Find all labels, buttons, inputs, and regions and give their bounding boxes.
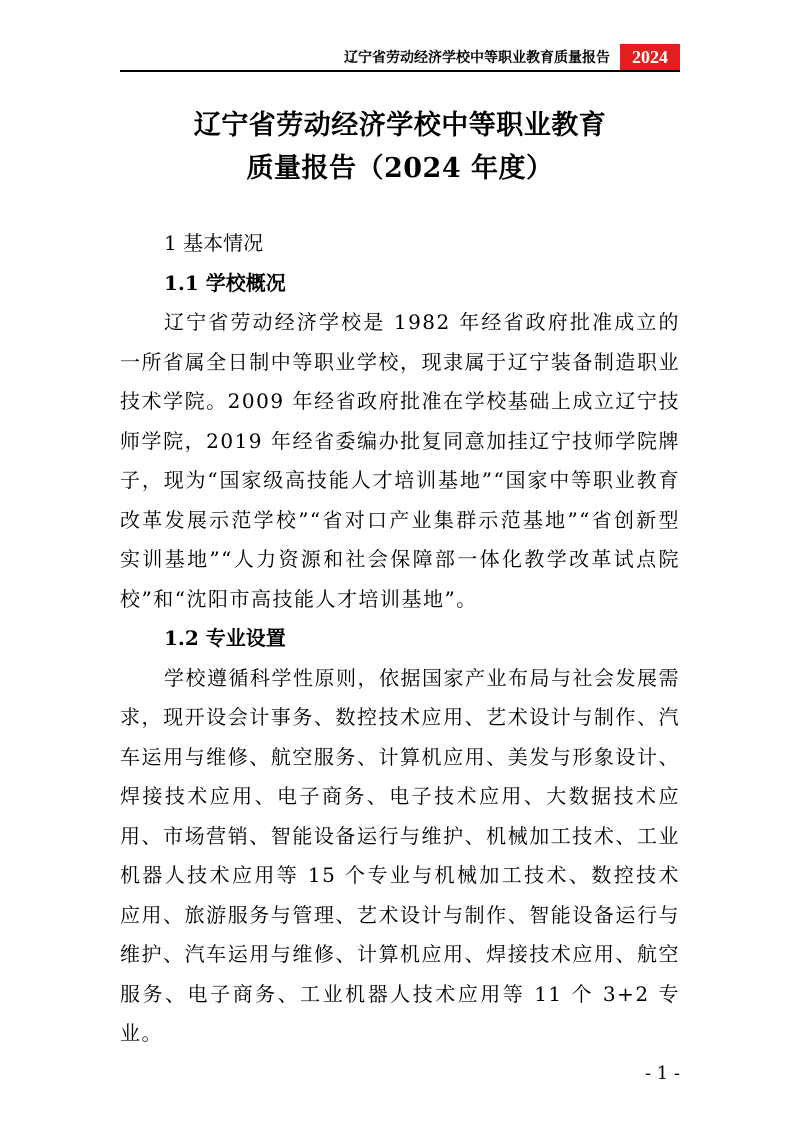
paragraph-majors: 学校遵循科学性原则，依据国家产业布局与社会发展需求，现开设会计事务、数控技术应用、艺术设计与制作、汽车运用与维修、航空服务、计算机应用、美发与形象设计、焊接技术应用、电子商务、电子技术应用、大数据技术应用、市场营销、智能设备运行与维护、机械加工技术、工业机器人技术应用等 15 个专业与机械加工技术、数控技术应用、旅游服务与管理、艺术设计与制作、智能设备运行与维护、汽车运用与维修、计算机应用、焊接技术应用、航空服务、电子商务、工业机器人技术应用等 11 个 3+2 专业。 — [120, 665, 680, 1045]
header-year-badge: 2024 — [620, 44, 680, 70]
page-number: - 1 - — [644, 1063, 680, 1084]
header-title: 辽宁省劳动经济学校中等职业教育质量报告 — [344, 50, 610, 66]
document-title-line2: 质量报告（2024 年度） — [246, 153, 554, 184]
section-heading-1: 1 基本情况 — [164, 231, 264, 255]
document-body — [120, 224, 680, 1054]
section-heading-1-2: 1.2 专业设置 — [164, 626, 286, 650]
document-title — [120, 104, 680, 190]
section-heading-1-1: 1.1 学校概况 — [164, 270, 286, 295]
document-title-line1: 辽宁省劳动经济学校中等职业教育 — [193, 110, 607, 141]
paragraph-school-overview: 辽宁省劳动经济学校是 1982 年经省政府批准成立的一所省属全日制中等职业学校，现隶属于辽宁装备制造职业技术学院。2009 年经省政府批准在学校基础上成立辽宁技师学院，2019 年经省委编办批复同意加挂辽宁技师学院牌子，现为“国家级高技能人才培训基地”“国家中等职业教育改革发展示范学校”“省对口产业集群示范基地”“省创新型实训基地”“人力资源和社会保障部一体化教学改革试点院校”和“沈阳市高技能人才培训基地”。 — [120, 310, 680, 611]
page-header — [120, 44, 680, 72]
